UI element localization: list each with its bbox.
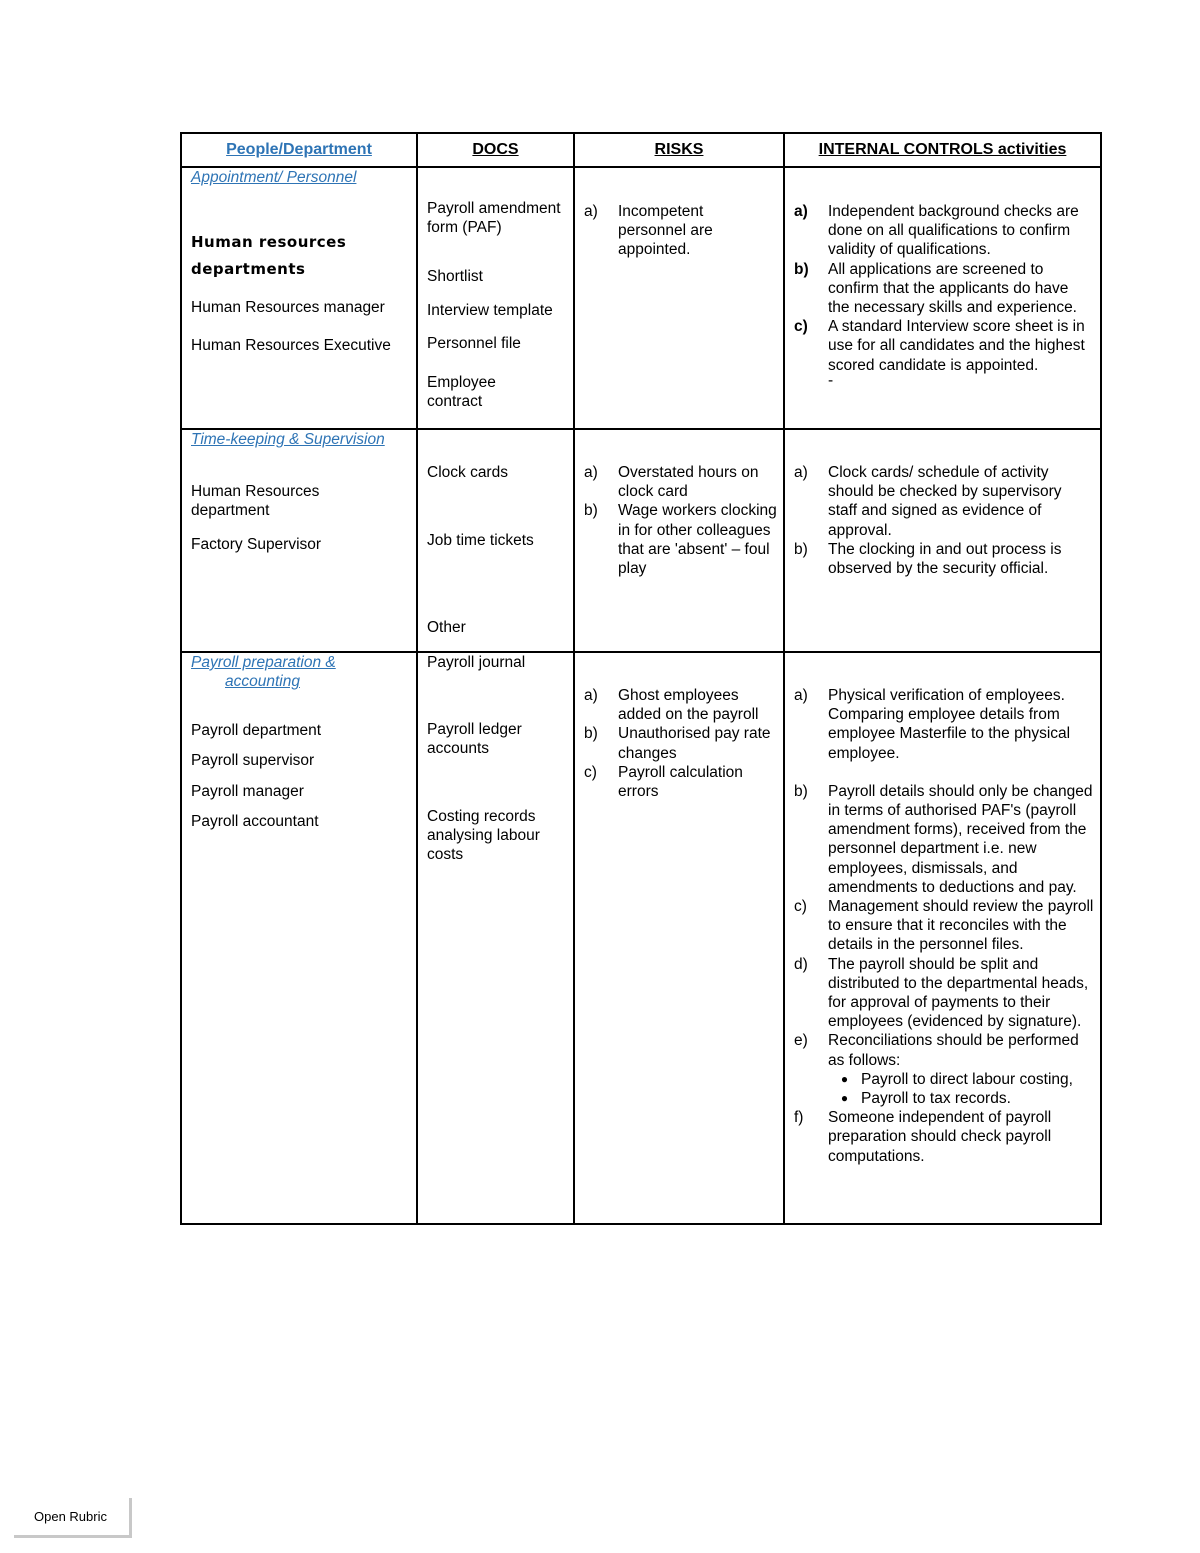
section-timekeeping-row: [181, 429, 1101, 652]
control-item: d) The payroll should be split and distributed to the departmental heads, for approval of payments to their employees (evidenced by signature).: [794, 955, 1089, 1031]
section-appointment-row: [181, 167, 1101, 429]
risk-item: a) Incompetent personnel are appointed.: [584, 203, 713, 259]
department-heading: [191, 229, 346, 283]
person-item: Payroll supervisor: [191, 752, 315, 769]
control-item: f) Someone independent of payroll preparation should check payroll computations.: [794, 1109, 1052, 1165]
person-item: Human Resources department: [191, 483, 320, 520]
section-title-line2: accounting: [225, 673, 300, 691]
person-item: Factory Supervisor: [191, 536, 322, 553]
department-heading-line2: departments: [191, 260, 306, 278]
doc-item: Personnel file: [427, 335, 521, 352]
control-item: c) Management should review the payroll to ensure that it reconciles with the details in the personnel files.: [794, 898, 1094, 954]
risk-item: b) Unauthorised pay rate changes: [584, 725, 771, 762]
control-dash: -: [828, 371, 834, 389]
doc-item: Payroll ledger accounts: [427, 721, 522, 758]
control-item: b) All applications are screened to confirm that the applicants do have the necessary skills and experience.: [794, 260, 1077, 317]
doc-item: Clock cards: [427, 464, 508, 481]
control-item: a) Clock cards/ schedule of activity should be checked by supervisory staff and signed as evidence of approval.: [794, 464, 1062, 539]
doc-item: Employee contract: [427, 374, 496, 411]
doc-item: Costing records analysing labour costs: [427, 808, 540, 864]
section-title-line1: Payroll preparation &: [191, 654, 336, 671]
risk-item: a) Overstated hours on clock card: [584, 464, 759, 501]
risk-item: b) Wage workers clocking in for other colleagues that are 'absent' – foul play: [584, 502, 777, 578]
doc-item: Payroll amendment form (PAF): [427, 200, 561, 237]
bullet-item: ● Payroll to tax records.: [794, 1089, 1094, 1108]
control-item: b) The clocking in and out process is observed by the security official.: [794, 540, 1062, 578]
control-item: a) Physical verification of employees. Comparing employee details from employee Masterfile to the physical employee.: [794, 687, 1071, 762]
control-item: a) Independent background checks are done on all qualifications to confirm validity of qualifications.: [794, 203, 1079, 259]
doc-item: Job time tickets: [427, 532, 534, 549]
person-item: Human Resources Executive: [191, 337, 391, 354]
section-title: Appointment/ Personnel: [191, 169, 357, 186]
header-row: [181, 133, 1101, 167]
controls-table: [180, 132, 1102, 1225]
bullet-item: ● Payroll to direct labour costing,: [794, 1070, 1094, 1089]
person-item: Payroll accountant: [191, 813, 319, 830]
header-docs: DOCS: [417, 133, 574, 167]
person-item: Human Resources manager: [191, 299, 385, 316]
header-people-department: People/Department: [181, 133, 417, 167]
bullet-icon: ●: [840, 1071, 849, 1086]
person-item: Payroll manager: [191, 783, 304, 800]
header-risks: RISKS: [574, 133, 784, 167]
person-item: Payroll department: [191, 722, 322, 739]
doc-item: Payroll journal: [427, 654, 526, 671]
section-title: [191, 653, 336, 691]
header-internal-controls: INTERNAL CONTROLS activities: [784, 133, 1101, 167]
section-payroll-row: [181, 652, 1101, 1224]
department-heading-line1: Human resources: [191, 233, 347, 251]
risk-item: c) Payroll calculation errors: [584, 763, 743, 801]
doc-item: Interview template: [427, 302, 553, 319]
bullet-icon: ●: [840, 1091, 849, 1106]
risk-item: a) Ghost employees added on the payroll: [584, 687, 759, 724]
section-title: Time-keeping & Supervision: [191, 431, 385, 448]
doc-item: Other: [427, 619, 466, 636]
doc-item: Shortlist: [427, 268, 483, 285]
open-rubric-label: Open Rubric: [34, 1509, 107, 1524]
control-item: e) Reconciliations should be performed as follows:: [794, 1032, 1079, 1069]
control-item: b) Payroll details should only be changed in terms of authorised PAF's (payroll amendment forms), received from the personnel department i.e. new employees, dismissals, and amendments to deductions and pay.: [794, 782, 1093, 896]
open-rubric-button[interactable]: [14, 1498, 132, 1538]
control-item: c) A standard Interview score sheet is in use for all candidates and the highest scored candidate is appointed.: [794, 318, 1085, 374]
